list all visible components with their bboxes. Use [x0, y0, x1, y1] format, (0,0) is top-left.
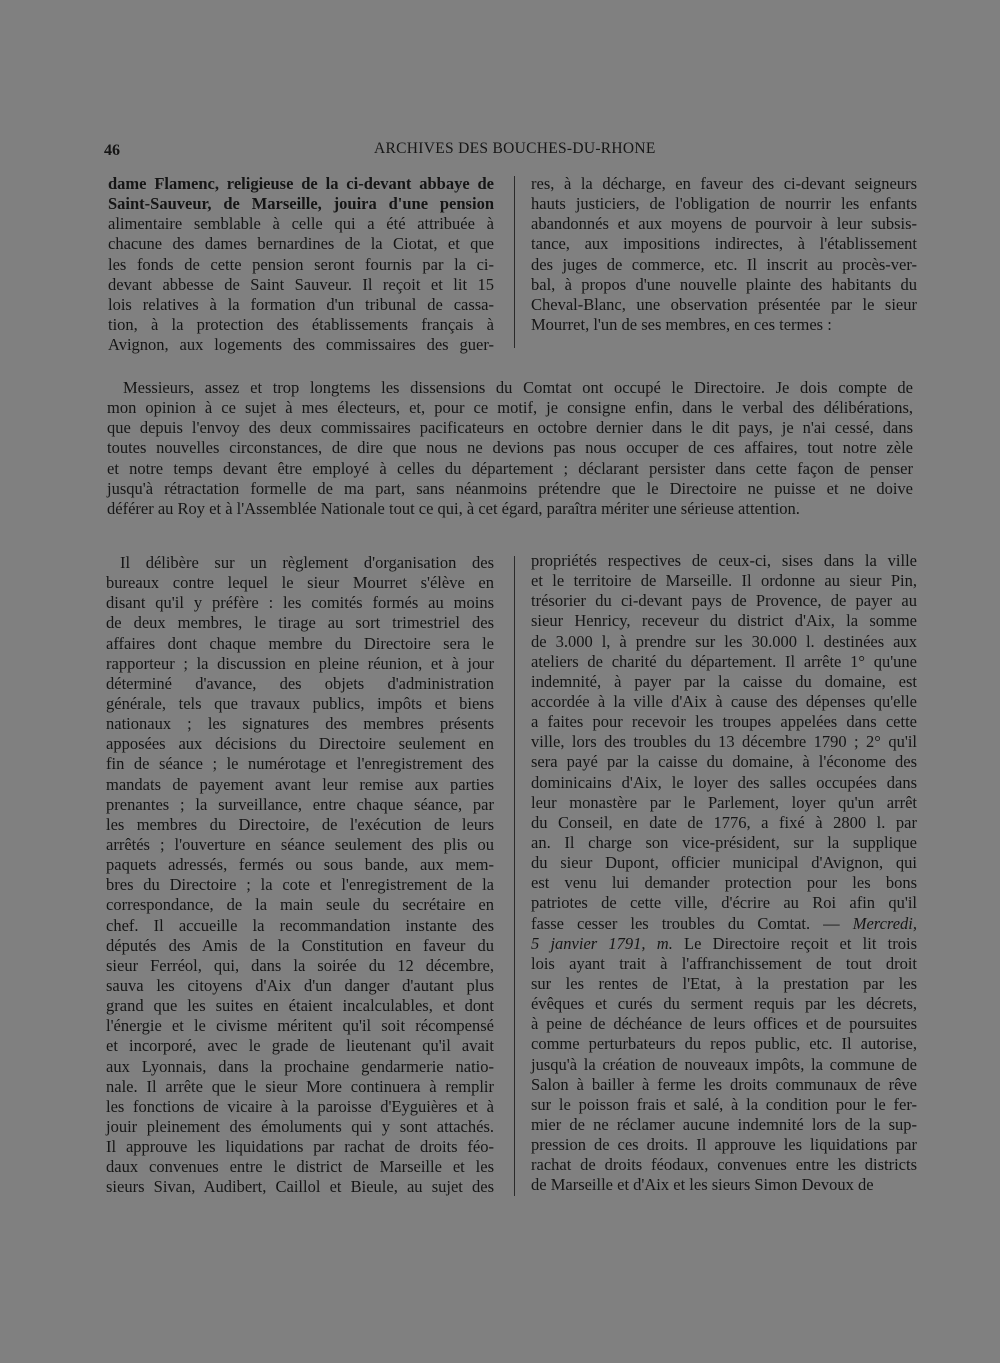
text-line: ateliers de charité du département. Il arrête 1° qu'une [531, 651, 917, 671]
text-line: des juges de commerce, etc. Il inscrit au procès-ver- [531, 254, 917, 274]
text-line: nale. Il arrête que le sieur More continuera à remplir [106, 1076, 494, 1096]
text-line: apposées aux décisions du Directoire seulement en [106, 734, 494, 754]
text-line: indemnité, à payer par la caisse du domaine, est [531, 671, 917, 691]
text-line: du sieur Dupont, officier municipal d'Avignon, qui [531, 853, 917, 873]
text-line: bres du Directoire ; la cote et l'enregistrement de la [106, 875, 494, 895]
text-line: ville, lors des troubles du 13 décembre 1790 ; 2° qu'il [531, 732, 917, 752]
text-line: pression de ces droits. Il approuve les liquidations par [531, 1135, 917, 1155]
text-line: jouir pleinement des émoluments qui y sont attachés. [106, 1116, 494, 1136]
quote-line: et notre temps devant être employé à celles du département ; déclarant persister dans cette façon de penser [107, 458, 913, 478]
text-line: patriotes de cette ville, d'écrire au Roi afin qu'il [531, 893, 917, 913]
quote-line: mon opinion à ce sujet à mes électeurs, et, pour ce motif, je consigne enfin, dans le verbal des délibérations, [107, 398, 913, 418]
text-line: sur le poisson frais et salé, à la condition pour le fer- [531, 1094, 917, 1114]
text-line: hauts justiciers, de l'obligation de nourrir les enfants [531, 194, 917, 214]
text-line: paquets adressés, fermés ou sous bande, aux mem- [106, 855, 494, 875]
text-line: aux Lyonnais, dans la prochaine gendarmerie natio- [106, 1056, 494, 1076]
text-line: l'énergie et le civisme méritent qu'il soit récompensé [106, 1016, 494, 1036]
text-line: sieurs Sivan, Audibert, Caillol et Bieule, au sujet des [106, 1177, 494, 1197]
text-line: Mourret, l'un de ses membres, en ces termes : [531, 314, 832, 334]
text-line: accordée à la ville d'Aix à cause des dépenses qu'elle [531, 691, 917, 711]
text-line: Il approuve les liquidations par rachat de droits féo- [106, 1137, 494, 1157]
date-heading: 5 janvier 1791, m. [531, 933, 673, 953]
quoted-observation [107, 378, 913, 519]
text-line: res, à la décharge, en faveur des ci-devant seigneurs [531, 174, 917, 193]
text-line: disant qu'il y préfère : les comités formés au moins [106, 593, 494, 613]
text-line: déterminé d'avance, des objets d'administration [106, 673, 494, 693]
text-line: de Marseille et d'Aix et les sieurs Simon Devoux de [531, 1175, 874, 1195]
text-line: correspondance, de la main seule du secrétaire en [106, 895, 494, 915]
text-line: mier de ne réclamer aucune indemnité lors de la sup- [531, 1114, 917, 1134]
text-line: lois ayant trait à l'affranchissement de tout droit [531, 953, 917, 973]
text-line: dame Flamenc, religieuse de la ci-devant abbaye de [108, 174, 494, 193]
text-line: Cheval-Blanc, une observation présentée par le sieur [531, 294, 917, 314]
text-line: a faites pour recevoir les troupes appelées dans cette [531, 712, 917, 732]
text-line: sieur Henricy, receveur du district d'Aix, la somme [531, 611, 917, 631]
text-line: Saint-Sauveur, de Marseille, jouira d'une pension [108, 194, 494, 214]
text-line: évêques et curés du serment requis par les décrets, [531, 994, 917, 1014]
text-line: alimentaire semblable à celle qui a été attribuée à [108, 214, 494, 234]
text-line: mandats de payement avant leur remise aux parties [106, 774, 494, 794]
text-line: et le territoire de Marseille. Il ordonne au sieur Pin, [531, 571, 917, 591]
text-line: abandonnés et aux moyens de pourvoir à leur subsis- [531, 214, 917, 234]
text-line: Salon à bailler à ferme les droits communaux de rêve [531, 1074, 917, 1094]
text-line: de deux membres, le tirage au sort trimestriel des [106, 613, 494, 633]
text-line [531, 934, 917, 954]
text-run: fasse cesser les troubles du Comtat. — [531, 913, 853, 933]
text-line: chacune des dames bernardines de la Ciotat, et que [108, 234, 494, 254]
text-line: prenantes ; la surveillance, entre chaque séance, par [106, 794, 494, 814]
text-line: propriétés respectives de ceux-ci, sises dans la ville [531, 551, 917, 570]
quote-line: toutes nouvelles circonstances, de dire que nous ne devions pas nous occuper de ces affaires, tout notre zèle [107, 438, 913, 458]
text-line: Avignon, aux logements des commissaires des guer- [108, 335, 494, 355]
text-line: bureaux contre lequel le sieur Mourret s'élève en [106, 573, 494, 593]
quote-line: que depuis l'envoy des deux commissaires pacificateurs en octobre dernier dans le dit pays, je n'ai cessé, dans [107, 418, 913, 438]
text-line: sur les rentes de l'Etat, à la prestation par les [531, 973, 917, 993]
section1-left-column [108, 174, 494, 355]
text-line: sieur Ferréol, qui, dans la soirée du 12 décembre, [106, 955, 494, 975]
quote-line: Messieurs, assez et trop longtems les dissensions du Comtat ont occupé le Directoire. Je dois compte de [123, 378, 913, 397]
text-line: les fonds de cette pension seront fournis par la ci- [108, 254, 494, 274]
text-line: les membres du Directoire, de l'exécution de leurs [106, 814, 494, 834]
text-line: du Conseil, en date de 1776, a fixé à 2800 l. par [531, 812, 917, 832]
text-line: chef. Il accueille la recommandation instante des [106, 915, 494, 935]
section1-right-column [531, 174, 917, 335]
text-line: est venu lui demander protection pour les bons [531, 873, 917, 893]
text-line: et incorporé, avec le grade de lieutenant qu'il avait [106, 1036, 494, 1056]
date-heading: Mercredi, [852, 913, 917, 933]
text-line: à peine de déchéance de leurs offices et de poursuites [531, 1014, 917, 1034]
text-line: rapporteur ; la discussion en pleine réunion, et à jour [106, 653, 494, 673]
running-title: ARCHIVES DES BOUCHES-DU-RHONE [374, 140, 656, 157]
text-line: dominicains d'Aix, le loyer des salles occupées dans [531, 772, 917, 792]
quote-line: déférer au Roy et à l'Assemblée Nationale tout ce qui, à cet égard, paraîtra mériter une sérieuse attention. [107, 498, 800, 518]
text-line: sauva les citoyens d'Aix d'un danger d'autant plus [106, 975, 494, 995]
text-line: Il délibère sur un règlement d'organisation des [120, 553, 494, 572]
text-line: jusqu'à la création de nouveaux impôts, la commune de [531, 1054, 917, 1074]
page-number: 46 [104, 142, 120, 159]
text-line: rachat de droits féodaux, convenues entre les districts [531, 1155, 917, 1175]
text-line: daux convenues entre le district de Marseille et les [106, 1157, 494, 1177]
section2-left-column [106, 553, 494, 1198]
text-line [531, 914, 917, 934]
quote-line: jusqu'à rétractation formelle de ma part, sans néanmoins prétendre que le Directoire ne puisse et ne doive [107, 478, 913, 498]
text-line: fin de séance ; le numérotage et l'enregistrement des [106, 754, 494, 774]
column-divider [514, 556, 515, 1196]
text-line: générale, tels que travaux publics, impôts et biens [106, 693, 494, 713]
text-line: grand que les suites en étaient incalculables, et dont [106, 996, 494, 1016]
text-line: an. Il charge son vice-président, sur la supplique [531, 832, 917, 852]
text-line: bal, à propos d'une nouvelle plainte des habitants du [531, 274, 917, 294]
text-line: de 3.000 l, à prendre sur les 30.000 l. destinées aux [531, 631, 917, 651]
text-line: trésorier du ci-devant pays de Provence, de payer au [531, 591, 917, 611]
text-run: Le Directoire reçoit et lit trois [672, 933, 917, 953]
text-line: députés des Amis de la Constitution en faveur du [106, 935, 494, 955]
section2-right-column [531, 551, 917, 1196]
text-line: devant abbesse de Saint Sauveur. Il reçoit et lit 15 [108, 274, 494, 294]
text-line: tance, aux impositions indirectes, à l'établissement [531, 234, 917, 254]
text-line: les fonctions de vicaire à la paroisse d'Eyguières et à [106, 1096, 494, 1116]
text-line: sera payé par la caisse du domaine, à l'économe des [531, 752, 917, 772]
text-line: leur monastère par le Parlement, loyer qu'un arrêt [531, 792, 917, 812]
text-line: affaires dont chaque membre du Directoire sera le [106, 633, 494, 653]
text-line: tion, à la protection des établissements français à [108, 314, 494, 334]
text-line: lois relatives à la formation d'un tribunal de cassa- [108, 294, 494, 314]
text-line: nationaux ; les signatures des membres présents [106, 714, 494, 734]
column-divider [514, 176, 515, 348]
text-line: comme perturbateurs du repos public, etc. Il autorise, [531, 1034, 917, 1054]
text-line: arrêtés ; l'ouverture en séance seulement des plis ou [106, 834, 494, 854]
